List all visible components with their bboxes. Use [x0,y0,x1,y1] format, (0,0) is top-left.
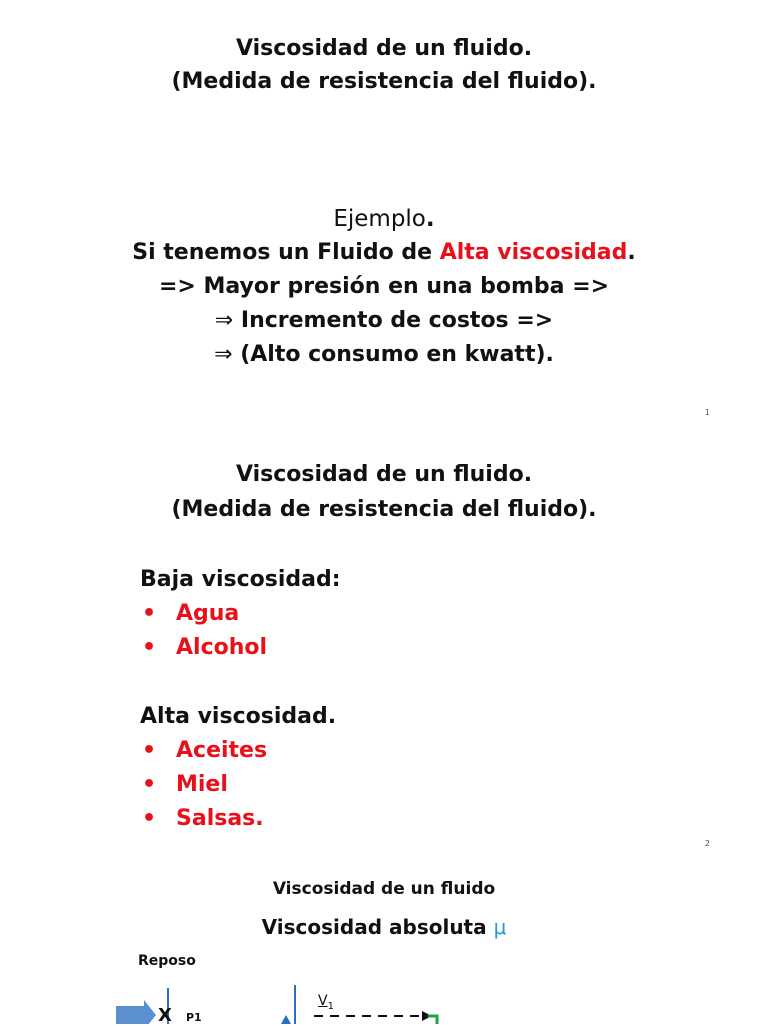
list-item: • Aceites [140,734,336,768]
list-item: • Salsas. [140,802,336,836]
high-viscosity-list [140,734,336,836]
v-letter: V [318,993,328,1009]
viscosity-sentence [0,236,768,270]
list-item: • Agua [140,597,341,631]
ejemplo-dot: . [425,206,435,232]
ejemplo-heading [0,202,768,236]
viscosity-diagram [0,855,768,1024]
sentence-suffix: . [627,240,636,265]
list-item: • Miel [140,768,336,802]
high-viscosity-block [140,700,336,836]
subtitle-text: Viscosidad absoluta [261,915,494,939]
slide-1-title-line1: Viscosidad de un fluido. [235,36,533,61]
consumption-line [0,338,768,372]
low-viscosity-heading: Baja viscosidad: [140,567,341,592]
low-viscosity-list [140,597,341,665]
arrow-up-icon [281,1015,291,1024]
slide-1 [0,0,768,425]
implies-arrow-icon: ⇒ [214,342,233,367]
high-viscosity-heading: Alta viscosidad. [140,704,337,729]
sentence-prefix: Si tenemos un Fluido de [132,240,440,265]
slide-3 [0,855,768,1024]
reposo-label: Reposo [138,953,196,969]
list-item: • Alcohol [140,631,341,665]
slide-1-title-line2: (Medida de resistencia del fluido). [171,69,597,94]
page-number: 1 [704,408,710,417]
sentence-highlight: Alta viscosidad [439,240,628,265]
slide-2-title-line2: (Medida de resistencia del fluido). [171,497,597,522]
ejemplo-label: Ejemplo [333,206,426,232]
slide-1-body [0,202,768,372]
flow-arrow-icon [116,1000,156,1024]
p1-label: P1 [186,1011,202,1024]
v1-label [318,993,334,1012]
v-subscript: 1 [327,1000,334,1012]
implies-arrow-icon: ⇒ [214,308,234,333]
slide-2-title-line1: Viscosidad de un fluido. [235,462,533,487]
slide-2 [0,425,768,855]
cost-text: Incremento de costos => [233,308,554,333]
slide-3-title: Viscosidad de un fluido [272,879,496,899]
mu-symbol: μ [493,915,507,939]
slide-1-title [0,32,768,98]
cost-line [0,304,768,338]
low-viscosity-block [140,563,341,665]
pressure-line: => Mayor presión en una bomba => [158,274,610,299]
slide-2-title [0,457,768,527]
page-number: 2 [704,839,710,848]
green-bracket [428,1016,437,1024]
x-label: X [158,1005,172,1026]
consumption-text: (Alto consumo en kwatt). [232,342,554,367]
